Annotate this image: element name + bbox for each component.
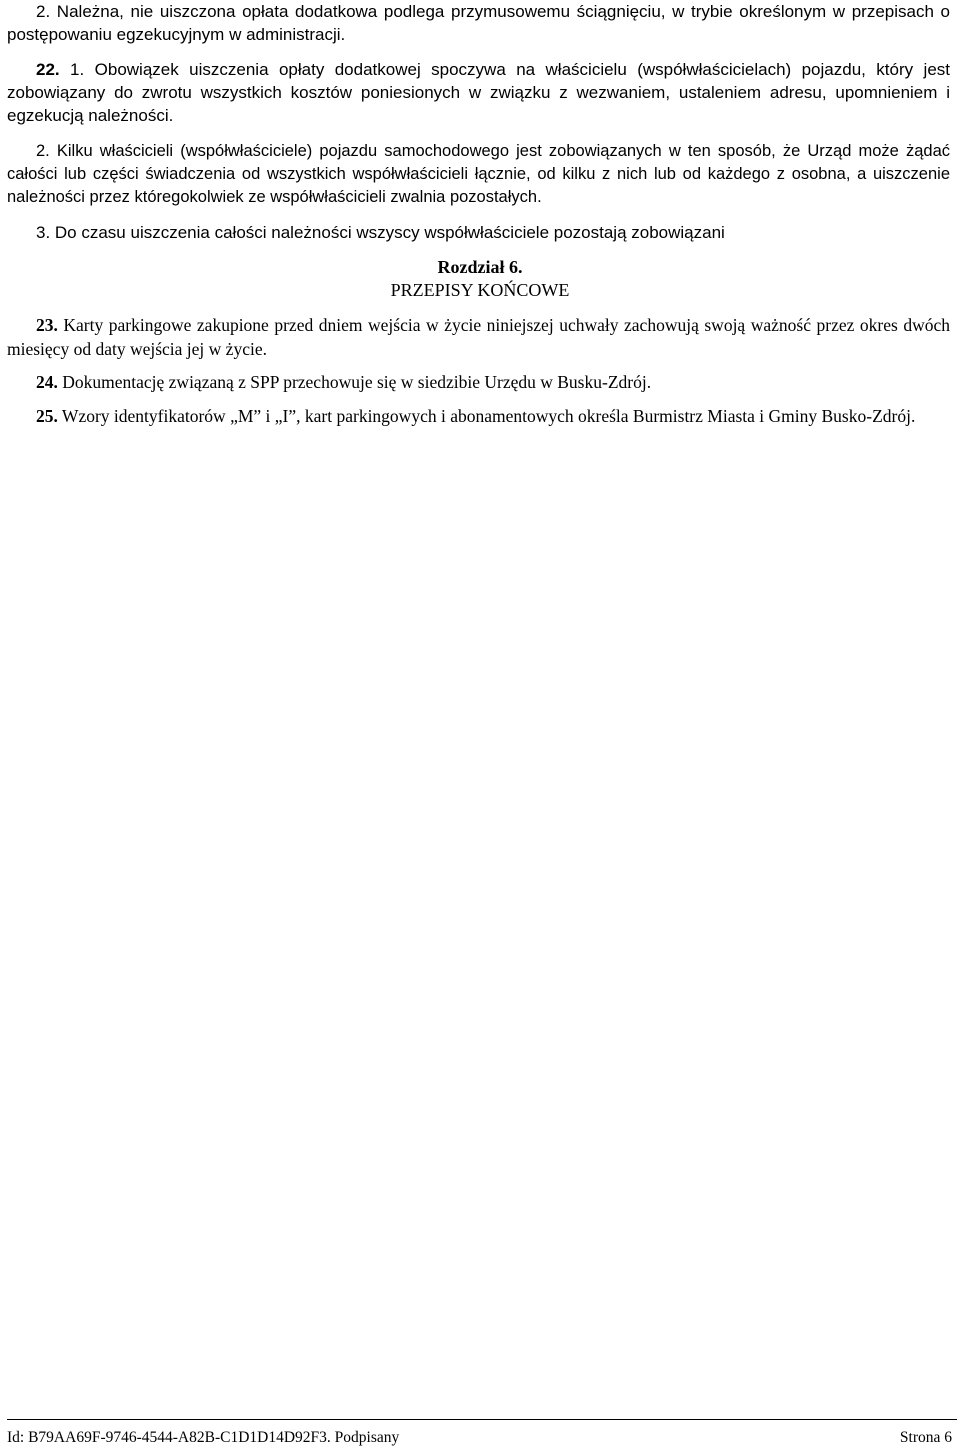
paragraph-23 (7, 313, 950, 361)
section-number: 22. (36, 60, 60, 79)
paragraph-text: Karty parkingowe zakupione przed dniem wejścia w życie niniejszej uchwały zachowują swoją ważność przez okres dwóch miesięcy od daty wejścia jej w życie. (7, 315, 950, 359)
paragraph-22-2 (7, 140, 950, 209)
paragraph-24 (7, 370, 950, 394)
footer-document-id: Id: B79AA69F-9746-4544-A82B-C1D1D14D92F3. Podpisany (7, 1429, 400, 1446)
paragraph-21-2 (7, 0, 950, 46)
chapter-title: Rozdział 6. (437, 257, 523, 277)
paragraph-25 (7, 404, 950, 428)
footer-page-number: Strona 6 (899, 1429, 952, 1446)
section-number: 24. (36, 372, 58, 392)
paragraph-text: Dokumentację związaną z SPP przechowuje się w siedzibie Urzędu w Busku-Zdrój. (57, 372, 652, 392)
section-number: 25. (36, 406, 58, 426)
paragraph-text: 3. Do czasu uiszczenia całości należności wszyscy współwłaściciele pozostają zobowiązani (36, 223, 725, 242)
paragraph-text: Wzory identyfikatorów „M” i „I”, kart parkingowych i abonamentowych określa Burmistrz Miasta i Gminy Busko-Zdrój. (57, 406, 916, 426)
paragraph-22-1 (7, 58, 950, 127)
paragraph-text: 2. Należna, nie uiszczona opłata dodatkowa podlega przymusowemu ściągnięciu, w trybie określonym w przepisach o postępowaniu egzekucyjnym w administracji. (7, 2, 950, 44)
paragraph-text: 2. Kilku właścicieli (współwłaściciele) pojazdu samochodowego jest zobowiązanych w ten sposób, że Urząd może żądać całości lub części świadczenia od wszystkich współwłaścicieli łącznie, od kilku z nich lub od każdego z osobna, a uiszczenie należności przez któregokolwiek ze współwłaścicieli zwalnia pozostałych. (7, 142, 950, 206)
section-number: 23. (36, 315, 58, 335)
chapter-subtitle: PRZEPISY KOŃCOWE (390, 280, 570, 300)
footer-divider (7, 1419, 957, 1420)
paragraph-text: 1. Obowiązek uiszczenia opłaty dodatkowej spoczywa na właścicielu (współwłaścicielach) pojazdu, który jest zobowiązany do zwrotu wszystkich kosztów poniesionych w związku z wezwaniem, ustaleniem adresu, upomnieniem i egzekucją należności. (7, 60, 950, 125)
paragraph-22-3 (7, 221, 950, 244)
